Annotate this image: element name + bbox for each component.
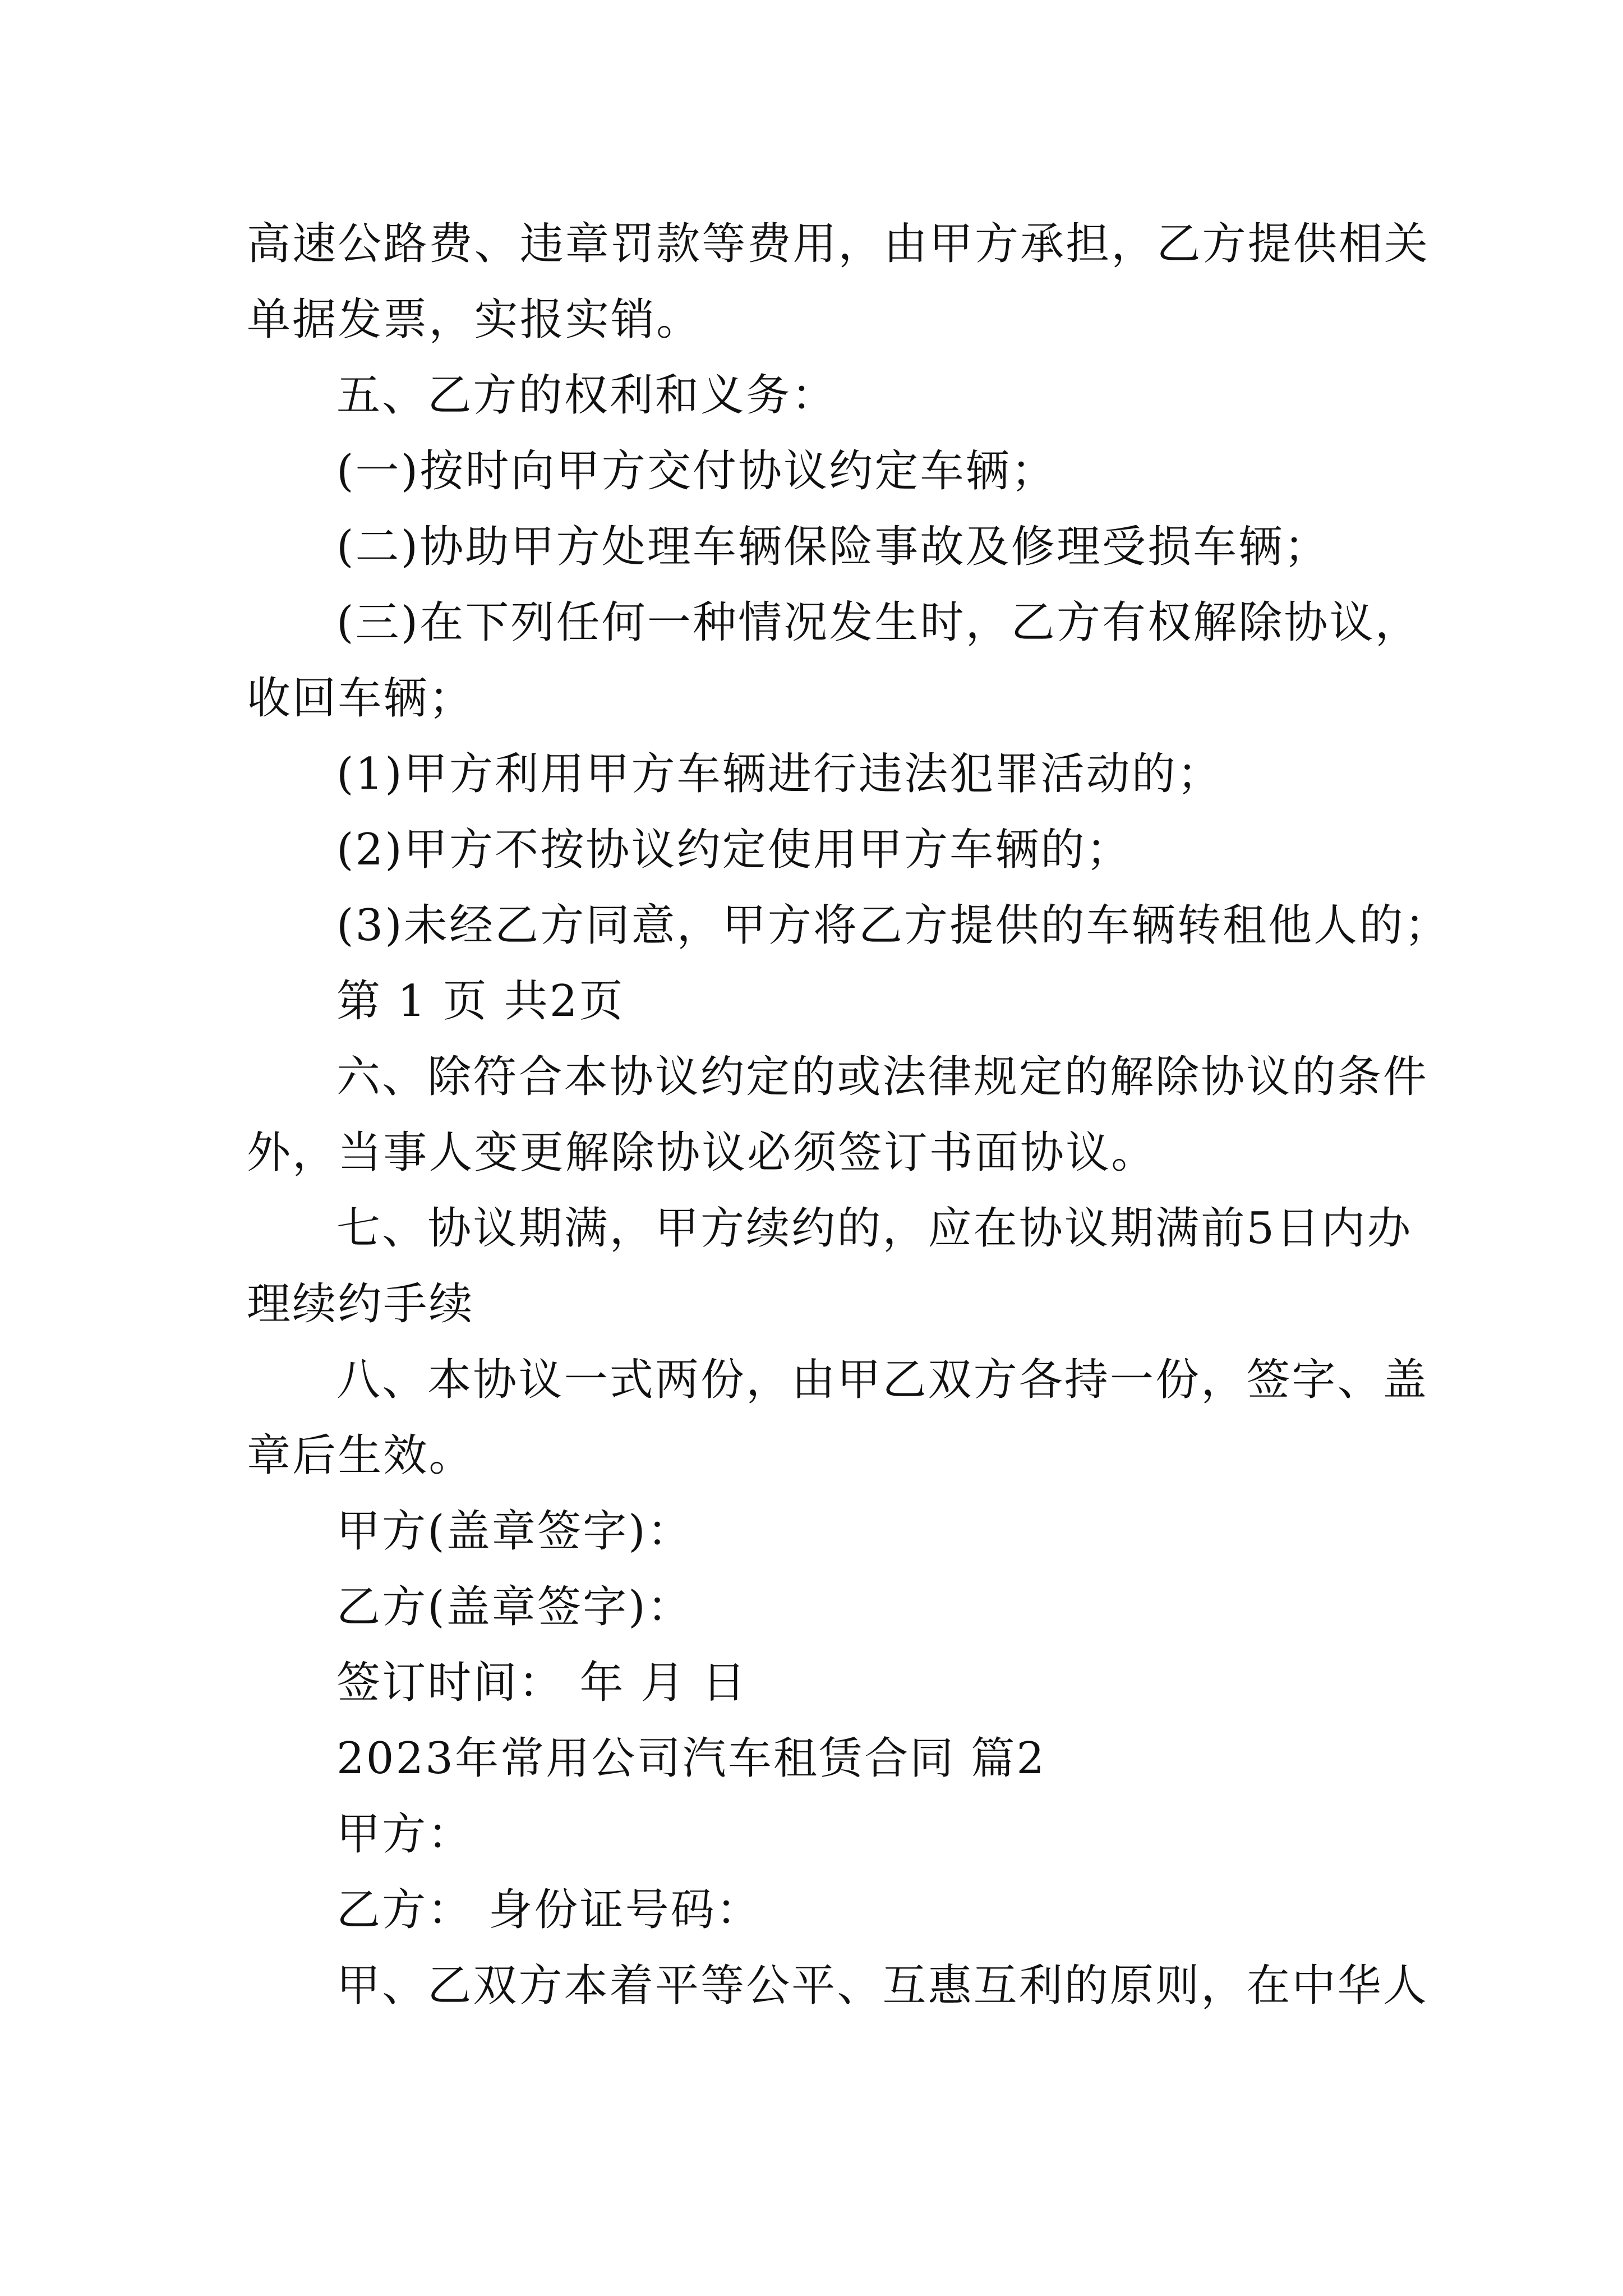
text-line: 高速公路费、违章罚款等费用，由甲方承担，乙方提供相关 — [247, 219, 1430, 269]
text-line: (一)按时向甲方交付协议约定车辆； — [336, 446, 1057, 496]
text-line: 收回车辆； — [247, 673, 474, 724]
text-line: (1)甲方利用甲方车辆进行违法犯罪活动的； — [336, 749, 1223, 799]
text-line: (三)在下列任何一种情况发生时，乙方有权解除协议， — [336, 597, 1421, 648]
text-line: (二)协助甲方处理车辆保险事故及修理受损车辆； — [336, 522, 1330, 572]
text-line: 理续约手续 — [247, 1279, 474, 1329]
text-line: 七、协议期满，甲方续约的，应在协议期满前5日内办 — [336, 1203, 1413, 1254]
text-line: 外，当事人变更解除协议必须签订书面协议。 — [247, 1128, 1157, 1178]
text-line: 八、本协议一式两份，由甲乙双方各持一份，签字、盖 — [336, 1355, 1428, 1405]
text-line: 甲、乙双方本着平等公平、互惠互利的原则，在中华人 — [336, 1961, 1428, 2011]
text-line: (3)未经乙方同意，甲方将乙方提供的车辆转租他人的； — [336, 900, 1450, 951]
party-b-label: 乙方： 身份证号码： — [336, 1885, 762, 1935]
signature-party-b: 乙方(盖章签字)： — [336, 1582, 693, 1632]
text-line: 六、除符合本协议约定的或法律规定的解除协议的条件 — [336, 1052, 1428, 1102]
signature-party-a: 甲方(盖章签字)： — [336, 1506, 693, 1557]
text-line: 章后生效。 — [247, 1430, 474, 1481]
text-line: 单据发票，实报实销。 — [247, 295, 702, 345]
page-number: 第 1 页 共2页 — [336, 976, 625, 1027]
party-a-label: 甲方： — [336, 1809, 473, 1860]
signing-date: 签订时间： 年 月 日 — [336, 1658, 748, 1708]
contract-title: 2023年常用公司汽车租赁合同 篇2 — [336, 1733, 1046, 1784]
text-line: (2)甲方不按协议约定使用甲方车辆的； — [336, 825, 1132, 875]
section-heading: 五、乙方的权利和义务： — [336, 370, 837, 421]
